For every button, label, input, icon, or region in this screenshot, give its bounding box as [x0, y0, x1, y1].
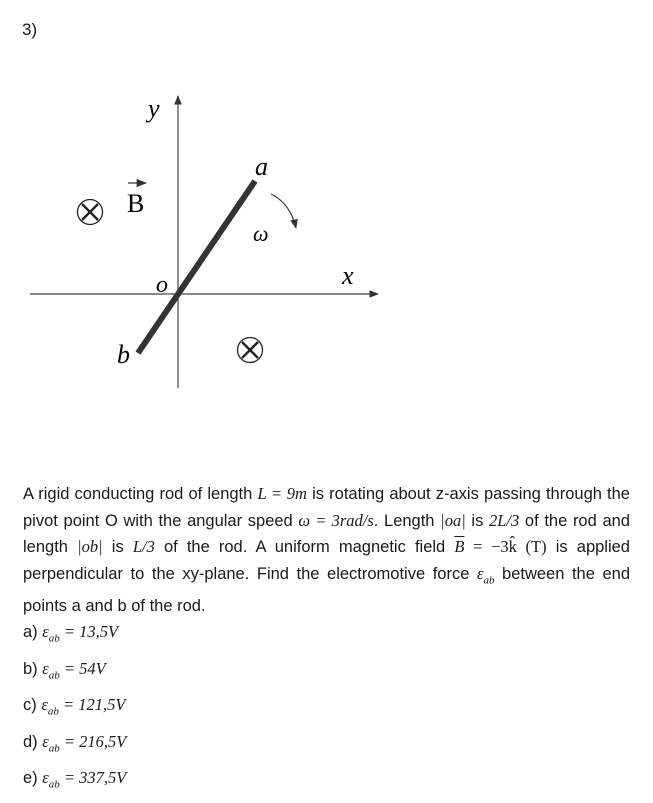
problem-text: is applied perpendicular to the xy-plane. Find the electromotive force	[23, 538, 630, 583]
emf-symbol: ε	[476, 563, 484, 583]
option-letter: a)	[23, 623, 43, 641]
answer-options	[23, 620, 126, 803]
conducting-rod	[138, 181, 255, 353]
emf-subscript: ab	[48, 741, 60, 754]
problem-text: of the rod and length	[23, 511, 630, 557]
emf-symbol: ε	[42, 658, 49, 678]
length-equation: L = 9m	[257, 484, 307, 503]
origin-label: o	[156, 272, 168, 298]
emf-subscript: ab	[48, 632, 60, 645]
emf-symbol: ε	[42, 768, 49, 787]
problem-text: A rigid conducting rod of length	[23, 485, 258, 503]
option-letter: c)	[23, 696, 42, 714]
problem-text: is rotating about z-axis passing through the pivot point O with the angular speed	[23, 485, 630, 530]
option-value: = 54V	[59, 658, 106, 678]
field-symbol: $\overline{B}$	[454, 537, 465, 557]
emf-symbol: ε	[42, 731, 49, 751]
emf-symbol: ε	[41, 695, 48, 714]
omega-label: ω	[253, 221, 269, 246]
emf-symbol: ε	[42, 622, 49, 641]
emf-subscript: ab	[48, 668, 60, 681]
oa-length: |oa|	[440, 510, 466, 530]
angular-speed-equation: ω = 3rad/s	[298, 510, 374, 530]
problem-text: between the end points a and b of the rod.	[23, 564, 630, 615]
option-letter: d)	[23, 732, 43, 751]
oa-value: 2L/3	[488, 510, 520, 530]
option-c[interactable]	[23, 693, 126, 730]
option-value: = 121,5V	[58, 695, 126, 714]
into-page-marker-icon	[238, 338, 263, 363]
end-a-label: a	[255, 152, 268, 181]
question-number: 3)	[22, 20, 38, 39]
ob-length: |ob|	[77, 537, 103, 557]
option-value: = 337,5V	[59, 768, 127, 787]
rotation-arrow-icon	[271, 194, 296, 228]
option-b[interactable]	[23, 657, 126, 694]
option-letter: b)	[23, 659, 43, 678]
field-label: B	[127, 189, 145, 218]
option-d[interactable]	[23, 730, 126, 767]
ob-value: L/3	[132, 537, 155, 557]
emf-subscript: ab	[483, 574, 495, 587]
x-axis-label: x	[342, 261, 354, 290]
emf-subscript: ab	[48, 778, 60, 791]
problem-text: . Length	[373, 511, 441, 530]
emf-subscript: ab	[47, 705, 59, 718]
option-value: = 13,5V	[59, 622, 119, 641]
field-value: = −3k̂ (T)	[464, 537, 547, 557]
end-b-label: b	[117, 340, 130, 369]
problem-text: is	[102, 538, 133, 557]
option-letter: e)	[23, 769, 43, 787]
option-e[interactable]	[23, 766, 126, 803]
problem-statement	[23, 481, 630, 619]
y-axis-label: y	[148, 94, 160, 123]
option-value: = 216,5V	[59, 731, 127, 751]
problem-text: of the rod. A uniform magnetic field	[154, 538, 455, 557]
option-a[interactable]	[23, 620, 126, 657]
into-page-marker-icon	[78, 200, 103, 225]
problem-text: is	[465, 511, 489, 530]
